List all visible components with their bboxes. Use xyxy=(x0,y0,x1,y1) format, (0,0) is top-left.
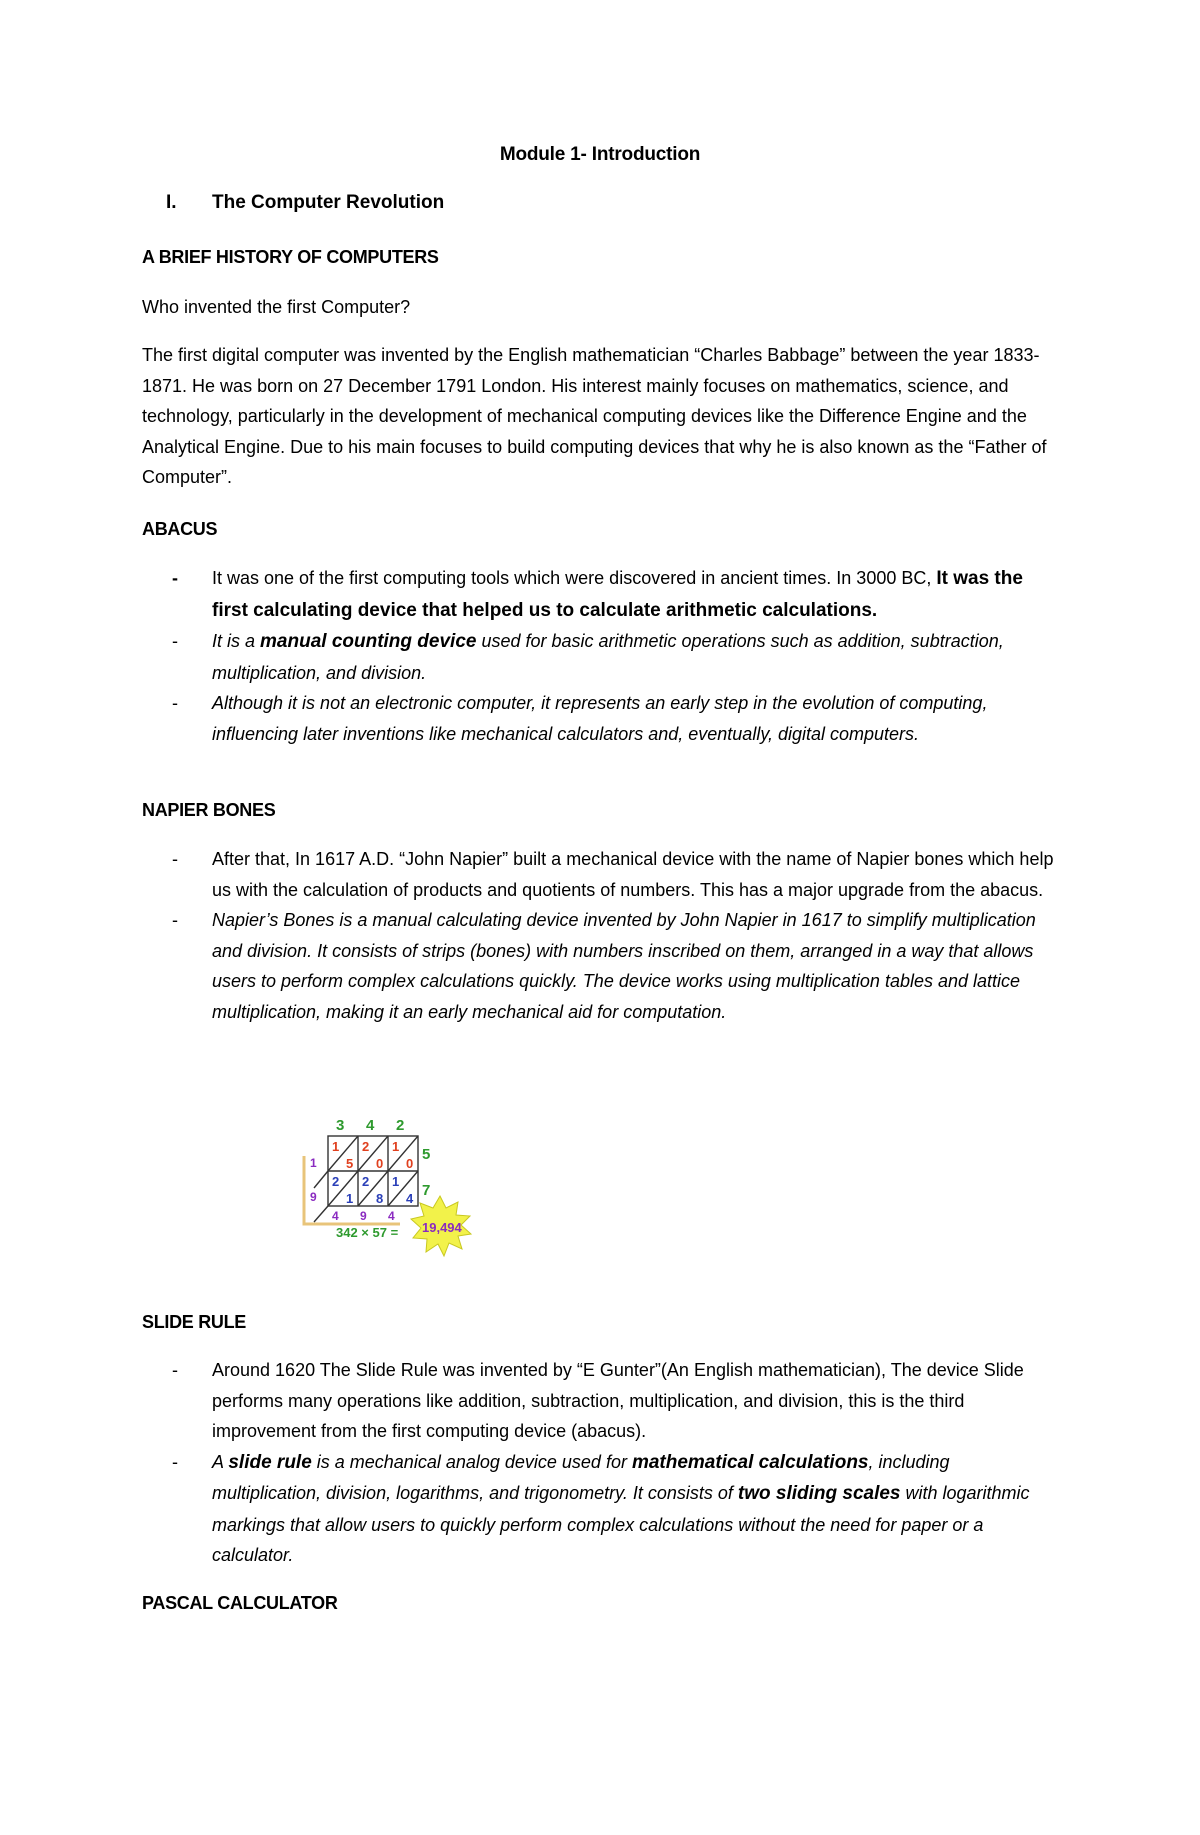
slide-b2-e: , including multiplication, division, logarithms, and trigonometry. It consists of xyxy=(212,1451,950,1503)
cell-top: 1 xyxy=(392,1174,400,1189)
cell-top: 1 xyxy=(392,1139,400,1154)
bullet-dash: - xyxy=(172,693,178,713)
cell-bottom: 0 xyxy=(376,1156,384,1171)
bottom-digit: 9 xyxy=(360,1209,367,1223)
bullet-dash: - xyxy=(172,631,178,651)
napier-b1: After that, In 1617 A.D. “John Napier” built a mechanical device with the name of Napier bones which help us with the calculation of products and quotients of numbers. This has a major upgrade from the abacus. xyxy=(212,849,1054,900)
top-digit: 4 xyxy=(366,1117,375,1134)
list-item xyxy=(142,688,1062,749)
slide-b1: Around 1620 The Slide Rule was invented by “E Gunter”(An English mathematician), The device Slide performs many operations like addition, subtraction, multiplication, and division, this is the third improvement from the first computing device (abacus). xyxy=(212,1360,1024,1441)
abacus-b2-pre: It is a xyxy=(212,631,261,651)
slide-b2-b: slide rule xyxy=(228,1451,312,1473)
list-item xyxy=(142,844,1062,905)
right-digit: 5 xyxy=(422,1146,431,1163)
napier-bones-figure xyxy=(300,1112,490,1272)
napier-heading: NAPIER BONES xyxy=(142,800,276,820)
slide-b2-a: A xyxy=(212,1451,229,1472)
list-item xyxy=(142,905,1062,1027)
slide-b2-f: two sliding scales xyxy=(737,1483,901,1504)
top-digit: 3 xyxy=(336,1117,345,1134)
slide-b2-c: is a mechanical analog device used for xyxy=(311,1451,632,1472)
right-digit: 7 xyxy=(422,1182,431,1199)
cell-top: 2 xyxy=(362,1139,370,1154)
cell-top: 1 xyxy=(332,1139,340,1154)
bullet-dash: - xyxy=(172,568,178,588)
equation-text: 342 × 57 = xyxy=(336,1225,399,1240)
cell-top: 2 xyxy=(332,1174,340,1189)
abacus-b1-text: It was one of the first computing tools which were discovered in ancient times. In 3000 BC, xyxy=(212,568,937,588)
napier-b2: Napier’s Bones is a manual calculating device invented by John Napier in 1617 to simplify multiplication and division. It consists of strips (bones) with numbers inscribed on them, arranged in a way that allows users to perform complex calculations quickly. The device works using multiplication tables and lattice multiplication, making it an early mechanical aid for computation. xyxy=(212,910,1036,1022)
cell-bottom: 1 xyxy=(346,1191,354,1206)
bottom-digit: 4 xyxy=(388,1209,395,1223)
bullet-dash: - xyxy=(172,1451,178,1472)
lattice-diagram xyxy=(300,1112,490,1272)
napier-list xyxy=(142,844,1062,1027)
list-item xyxy=(142,563,1062,626)
abacus-b1-bold: It was the first calculating device that helped us to calculate arithmetic calculations. xyxy=(212,568,1023,621)
list-item xyxy=(142,1447,1062,1571)
cell-bottom: 5 xyxy=(346,1156,354,1171)
top-digit: 2 xyxy=(396,1117,405,1134)
grid-diagonal xyxy=(314,1206,328,1222)
abacus-list xyxy=(142,563,1062,749)
history-paragraph: The first digital computer was invented by the English mathematician “Charles Babbage” between the year 1833-1871. He was born on 27 December 1791 London. His interest mainly focuses on mathematics, science, and technology, particularly in the development of mechanical computing devices like the Difference Engine and the Analytical Engine. Due to his main focuses to build computing devices that why he is also known as the “Father of Computer”. xyxy=(142,345,1047,487)
bullet-dash: - xyxy=(172,849,178,869)
section-numeral: I. xyxy=(166,192,177,213)
pascal-heading: PASCAL CALCULATOR xyxy=(142,1593,338,1613)
abacus-b3: Although it is not an electronic computer, it represents an early step in the evolution of computing, influencing later inventions like mechanical calculators and, eventually, digital computers. xyxy=(212,693,988,744)
grid-diagonal xyxy=(314,1171,328,1188)
bullet-dash: - xyxy=(172,1360,178,1380)
abacus-b2-bold: manual counting device xyxy=(260,631,477,652)
slide-rule-heading: SLIDE RULE xyxy=(142,1312,247,1332)
cell-bottom: 4 xyxy=(406,1191,414,1206)
cell-bottom: 8 xyxy=(376,1191,384,1206)
slide-b2-d: mathematical calculations xyxy=(631,1451,869,1473)
history-question: Who invented the first Computer? xyxy=(142,297,411,317)
left-digit: 9 xyxy=(310,1190,317,1204)
list-item xyxy=(142,626,1062,688)
page-title: Module 1- Introduction xyxy=(499,144,701,165)
abacus-heading: ABACUS xyxy=(142,519,218,539)
bullet-dash: - xyxy=(172,910,178,930)
list-item xyxy=(142,1355,1062,1447)
left-digit: 1 xyxy=(310,1156,317,1170)
slide-rule-list xyxy=(142,1355,1062,1571)
cell-top: 2 xyxy=(362,1174,370,1189)
section-title: The Computer Revolution xyxy=(212,192,445,213)
bottom-digit: 4 xyxy=(332,1209,339,1223)
result-text: 19,494 xyxy=(422,1220,462,1235)
abacus-b2-post: used for basic arithmetic operations such as addition, subtraction, multiplication, and division. xyxy=(212,631,1004,683)
history-heading: A BRIEF HISTORY OF COMPUTERS xyxy=(142,247,439,267)
cell-bottom: 0 xyxy=(406,1156,414,1171)
slide-b2-g: with logarithmic markings that allow users to quickly perform complex calculations without the need for paper or a calculator. xyxy=(212,1483,1030,1565)
